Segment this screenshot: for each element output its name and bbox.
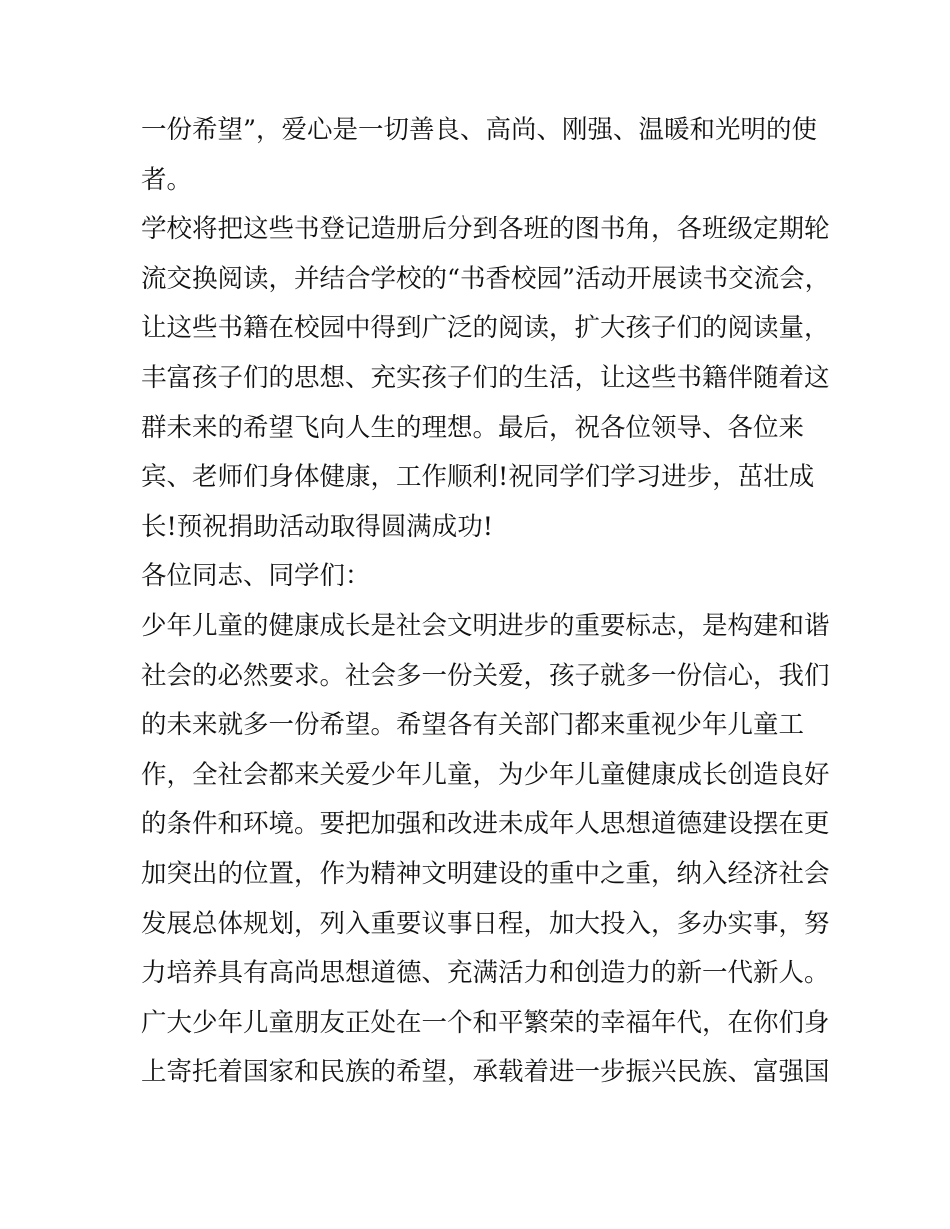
text-line: 的未来就多一份希望。希望各有关部门都来重视少年儿童工 [141,710,805,741]
text-line: 一份希望”，爱心是一切善良、高尚、刚强、温暖和光明的使 [141,115,818,145]
text-line: 加突出的位置，作为精神文明建设的重中之重，纳入经济社会 [141,858,830,889]
text-line: 少年儿童的健康成长是社会文明进步的重要标志，是构建和谐 [141,610,830,641]
salutation: 各位同志、同学们： [141,561,371,592]
body-text [141,106,831,1098]
text-line: 宾、老师们身体健康，工作顺利!祝同学们学习进步，茁壮成 [141,462,815,493]
text-line: 让这些书籍在校园中得到广泛的阅读，扩大孩子们的阅读量， [141,313,830,344]
text-line: 者。 [141,164,193,195]
text-line: 的条件和环境。要把加强和改进未成年人思想道德建设摆在更 [141,809,830,840]
text-line: 社会的必然要求。社会多一份关爱，孩子就多一份信心，我们 [141,660,830,691]
text-line: 学校将把这些书登记造册后分到各班的图书角，各班级定期轮 [141,214,830,245]
text-line: 作，全社会都来关爱少年儿童，为少年儿童健康成长创造良好 [141,759,830,790]
text-line: 丰富孩子们的思想、充实孩子们的生活，让这些书籍伴随着这 [141,362,830,393]
text-line: 群未来的希望飞向人生的理想。最后，祝各位领导、各位来 [141,412,805,443]
text-line: 发展总体规划，列入重要议事日程，加大投入，多办实事，努 [141,908,830,939]
text-line: 流交换阅读，并结合学校的“书香校园”活动开展读书交流会， [141,263,831,294]
text-line: 上寄托着国家和民族的希望，承载着进一步振兴民族、富强国 [141,1057,830,1088]
text-line: 长!预祝捐助活动取得圆满成功! [141,511,493,542]
text-line: 力培养具有高尚思想道德、充满活力和创造力的新一代新人。 [141,958,830,989]
text-line: 广大少年儿童朋友正处在一个和平繁荣的幸福年代，在你们身 [141,1007,830,1038]
